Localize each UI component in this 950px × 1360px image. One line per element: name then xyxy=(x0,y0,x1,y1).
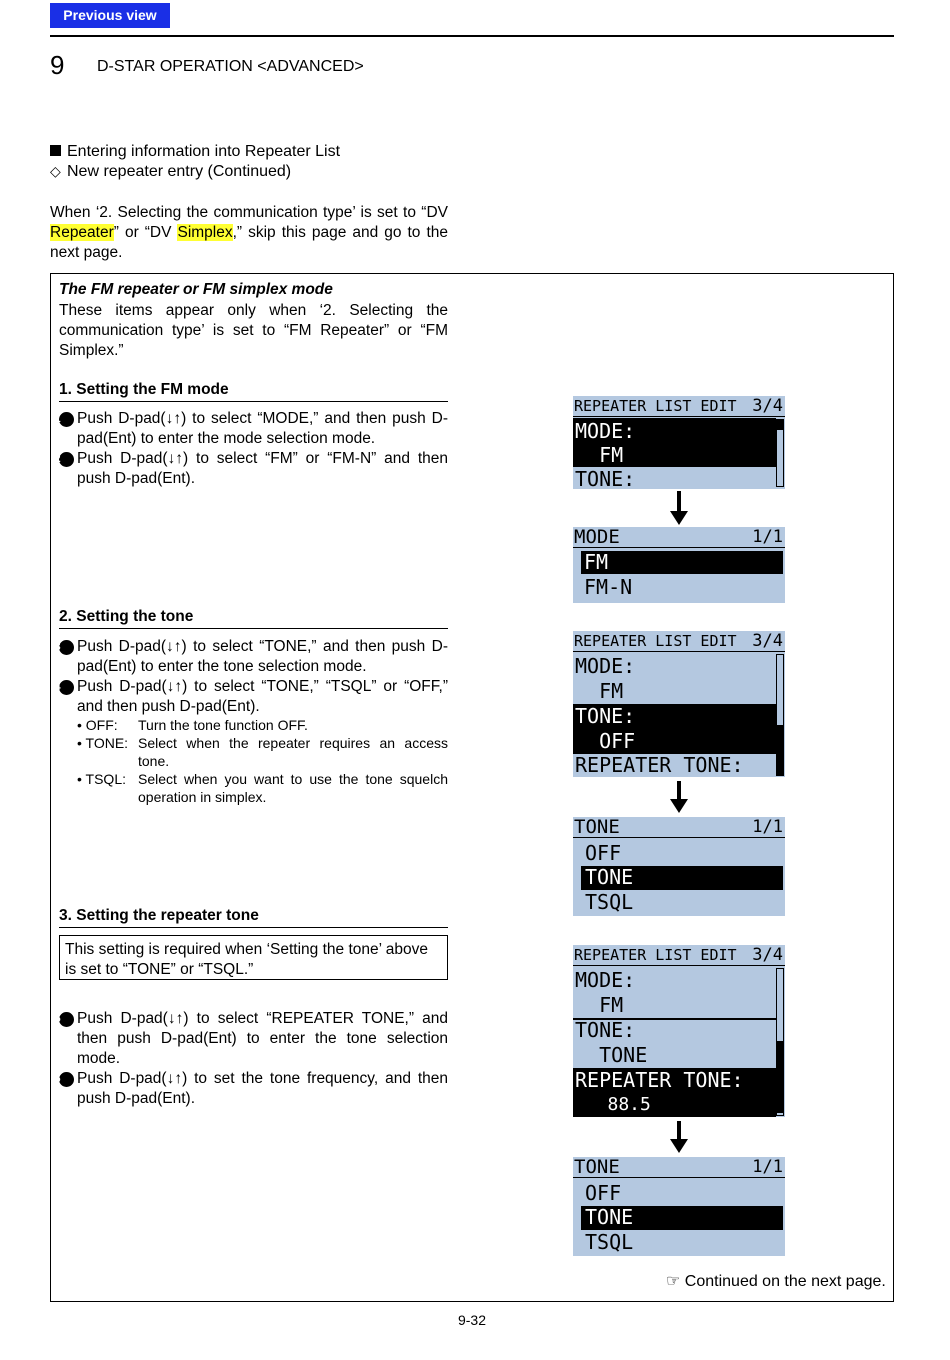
step-5 xyxy=(54,1009,448,1069)
step-3 xyxy=(54,637,448,677)
step-2 xyxy=(54,449,448,489)
note-box: This setting is required when ‘Setting the tone’ above is set to “TONE” or “TSQL.” xyxy=(59,935,448,980)
lcd-row: FM xyxy=(575,993,624,1017)
step-2-text: Push D-pad(↓↑) to select “FM” or “FM-N” and then push D-pad(Ent). xyxy=(77,450,448,487)
bullet-desc: Turn the tone function OFF. xyxy=(138,717,308,733)
lcd-row: MODE: xyxy=(575,419,636,443)
down-arrow-icon xyxy=(677,491,681,513)
step-number-icon: 6 xyxy=(59,1072,74,1087)
fm-mode-intro: These items appear only when ‘2. Selecting the communication type’ is set to “FM Repeater” or “FM Simplex.” xyxy=(59,302,448,359)
lcd-row: TONE: xyxy=(575,467,636,491)
heading-rule xyxy=(59,927,448,928)
lcd-title: MODE xyxy=(574,526,620,548)
heading-setting-tone: 2. Setting the tone xyxy=(59,608,194,625)
lcd-page: 1/1 xyxy=(752,1157,783,1177)
lcd-row: MODE: xyxy=(575,654,636,678)
down-arrow-icon xyxy=(677,1121,681,1141)
lcd-header xyxy=(573,396,785,417)
header-rule xyxy=(50,35,894,37)
heading-rule xyxy=(59,628,448,629)
lcd-row: MODE: xyxy=(575,968,636,992)
lcd-row: FM-N xyxy=(584,575,633,599)
lcd-header xyxy=(573,1157,785,1178)
lcd-row: FM xyxy=(584,550,609,574)
step-1 xyxy=(54,409,448,449)
lcd-page: 3/4 xyxy=(752,396,783,416)
list-item xyxy=(77,716,448,734)
step-5-text: Push D-pad(↓↑) to select “REPEATER TONE,” and then push D-pad(Ent) to enter the tone selection mode. xyxy=(77,1010,448,1067)
lcd-page: 1/1 xyxy=(752,527,783,547)
heading-setting-fm-mode: 1. Setting the FM mode xyxy=(59,381,229,398)
highlight-simplex: Simplex xyxy=(177,224,233,241)
step-number-icon: 3 xyxy=(59,640,74,655)
bullet-term: • OFF: xyxy=(77,717,118,733)
heading-setting-repeater-tone: 3. Setting the repeater tone xyxy=(59,907,259,924)
step-number-icon: 4 xyxy=(59,680,74,695)
bullet-desc: Select when you want to use the tone squelch operation in simplex. xyxy=(138,771,448,805)
lcd-row: OFF xyxy=(585,841,622,865)
section-title-text: Entering information into Repeater List xyxy=(67,143,341,160)
bullet-term: • TONE: xyxy=(77,735,129,751)
lcd-row: TONE: xyxy=(575,704,636,728)
lcd-scrollbar xyxy=(776,654,784,776)
intro-text-2: ” or “DV xyxy=(113,224,178,241)
lcd-header xyxy=(573,527,785,548)
lcd-screen-repeater-edit-mode xyxy=(573,396,785,489)
list-item xyxy=(77,734,448,770)
lcd-row: TONE xyxy=(575,1043,648,1067)
lcd-header xyxy=(573,631,785,652)
previous-view-button[interactable]: Previous view xyxy=(50,3,170,28)
lcd-screen-tone-select xyxy=(573,817,785,916)
list-item xyxy=(77,770,448,806)
lcd-row: OFF xyxy=(585,1181,622,1205)
lcd-selection xyxy=(581,551,783,574)
lcd-screen-repeater-edit-repeater-tone xyxy=(573,945,785,1117)
lcd-header xyxy=(573,945,785,966)
lcd-screen-repeater-edit-tone xyxy=(573,631,785,777)
step-3-text: Push D-pad(↓↑) to select “TONE,” and then push D-pad(Ent) to enter the tone selection mode. xyxy=(77,638,448,675)
lcd-row: TONE xyxy=(585,1205,634,1229)
lcd-scrollbar xyxy=(776,419,784,487)
lcd-screen-mode-select xyxy=(573,527,785,603)
lcd-title: TONE xyxy=(574,816,620,838)
section-subtitle-text: New repeater entry (Continued) xyxy=(67,163,292,180)
highlight-repeater: Repeater xyxy=(50,224,114,241)
heading-rule xyxy=(59,401,448,402)
lcd-row: 88.5 xyxy=(575,1094,651,1115)
lcd-page: 3/4 xyxy=(752,631,783,651)
lcd-header xyxy=(573,817,785,838)
lcd-title: REPEATER LIST EDIT xyxy=(574,397,737,415)
lcd-page: 1/1 xyxy=(752,817,783,837)
step-6 xyxy=(54,1069,448,1109)
lcd-row: FM xyxy=(575,443,624,467)
section-subtitle xyxy=(50,163,291,181)
chapter-title: D-STAR OPERATION <ADVANCED> xyxy=(97,58,364,75)
lcd-scrollbar xyxy=(776,968,784,1116)
step-6-text: Push D-pad(↓↑) to set the tone frequency, and then push D-pad(Ent). xyxy=(77,1070,448,1107)
step-number-icon: 2 xyxy=(59,452,74,467)
page-number: 9-32 xyxy=(457,1312,487,1328)
diamond-bullet-icon: ◇ xyxy=(50,163,61,179)
down-arrow-icon xyxy=(677,781,681,801)
step-1-text: Push D-pad(↓↑) to select “MODE,” and then push D-pad(Ent) to enter the mode selection mode. xyxy=(77,410,448,447)
lcd-row: FM xyxy=(575,679,624,703)
lcd-row: OFF xyxy=(575,729,636,753)
lcd-row: TONE: xyxy=(575,1018,636,1042)
chapter-number: 9 xyxy=(50,50,65,80)
step-number-icon: 5 xyxy=(59,1012,74,1027)
lcd-row: TSQL xyxy=(585,1230,634,1254)
continued-note: ☞ Continued on the next page. xyxy=(666,1273,886,1290)
lcd-title: REPEATER LIST EDIT xyxy=(574,946,737,964)
lcd-title: TONE xyxy=(574,1156,620,1178)
intro-text-1: When ‘2. Selecting the communication type’ is set to “DV xyxy=(50,204,448,221)
lcd-title: REPEATER LIST EDIT xyxy=(574,632,737,650)
step-4-text: Push D-pad(↓↑) to select “TONE,” “TSQL” or “OFF,” and then push D-pad(Ent). xyxy=(77,678,448,715)
intro-text-3: ,” skip this page and go to the next page. xyxy=(50,224,448,261)
fm-mode-title: The FM repeater or FM simplex mode xyxy=(59,281,333,298)
bullet-term: • TSQL: xyxy=(77,771,126,787)
lcd-screen-tone-select-2 xyxy=(573,1157,785,1256)
step-4 xyxy=(54,677,448,717)
lcd-row: TONE xyxy=(585,865,634,889)
tone-options-list xyxy=(77,716,448,806)
bullet-desc: Select when the repeater requires an access tone. xyxy=(138,735,448,769)
lcd-row: REPEATER TONE: xyxy=(575,1068,744,1092)
lcd-row: TSQL xyxy=(585,890,634,914)
intro-paragraph xyxy=(50,203,448,263)
lcd-row: REPEATER TONE: xyxy=(575,753,744,777)
step-number-icon: 1 xyxy=(59,412,74,427)
lcd-page: 3/4 xyxy=(752,945,783,965)
section-title xyxy=(50,143,340,161)
square-bullet-icon xyxy=(50,145,61,156)
